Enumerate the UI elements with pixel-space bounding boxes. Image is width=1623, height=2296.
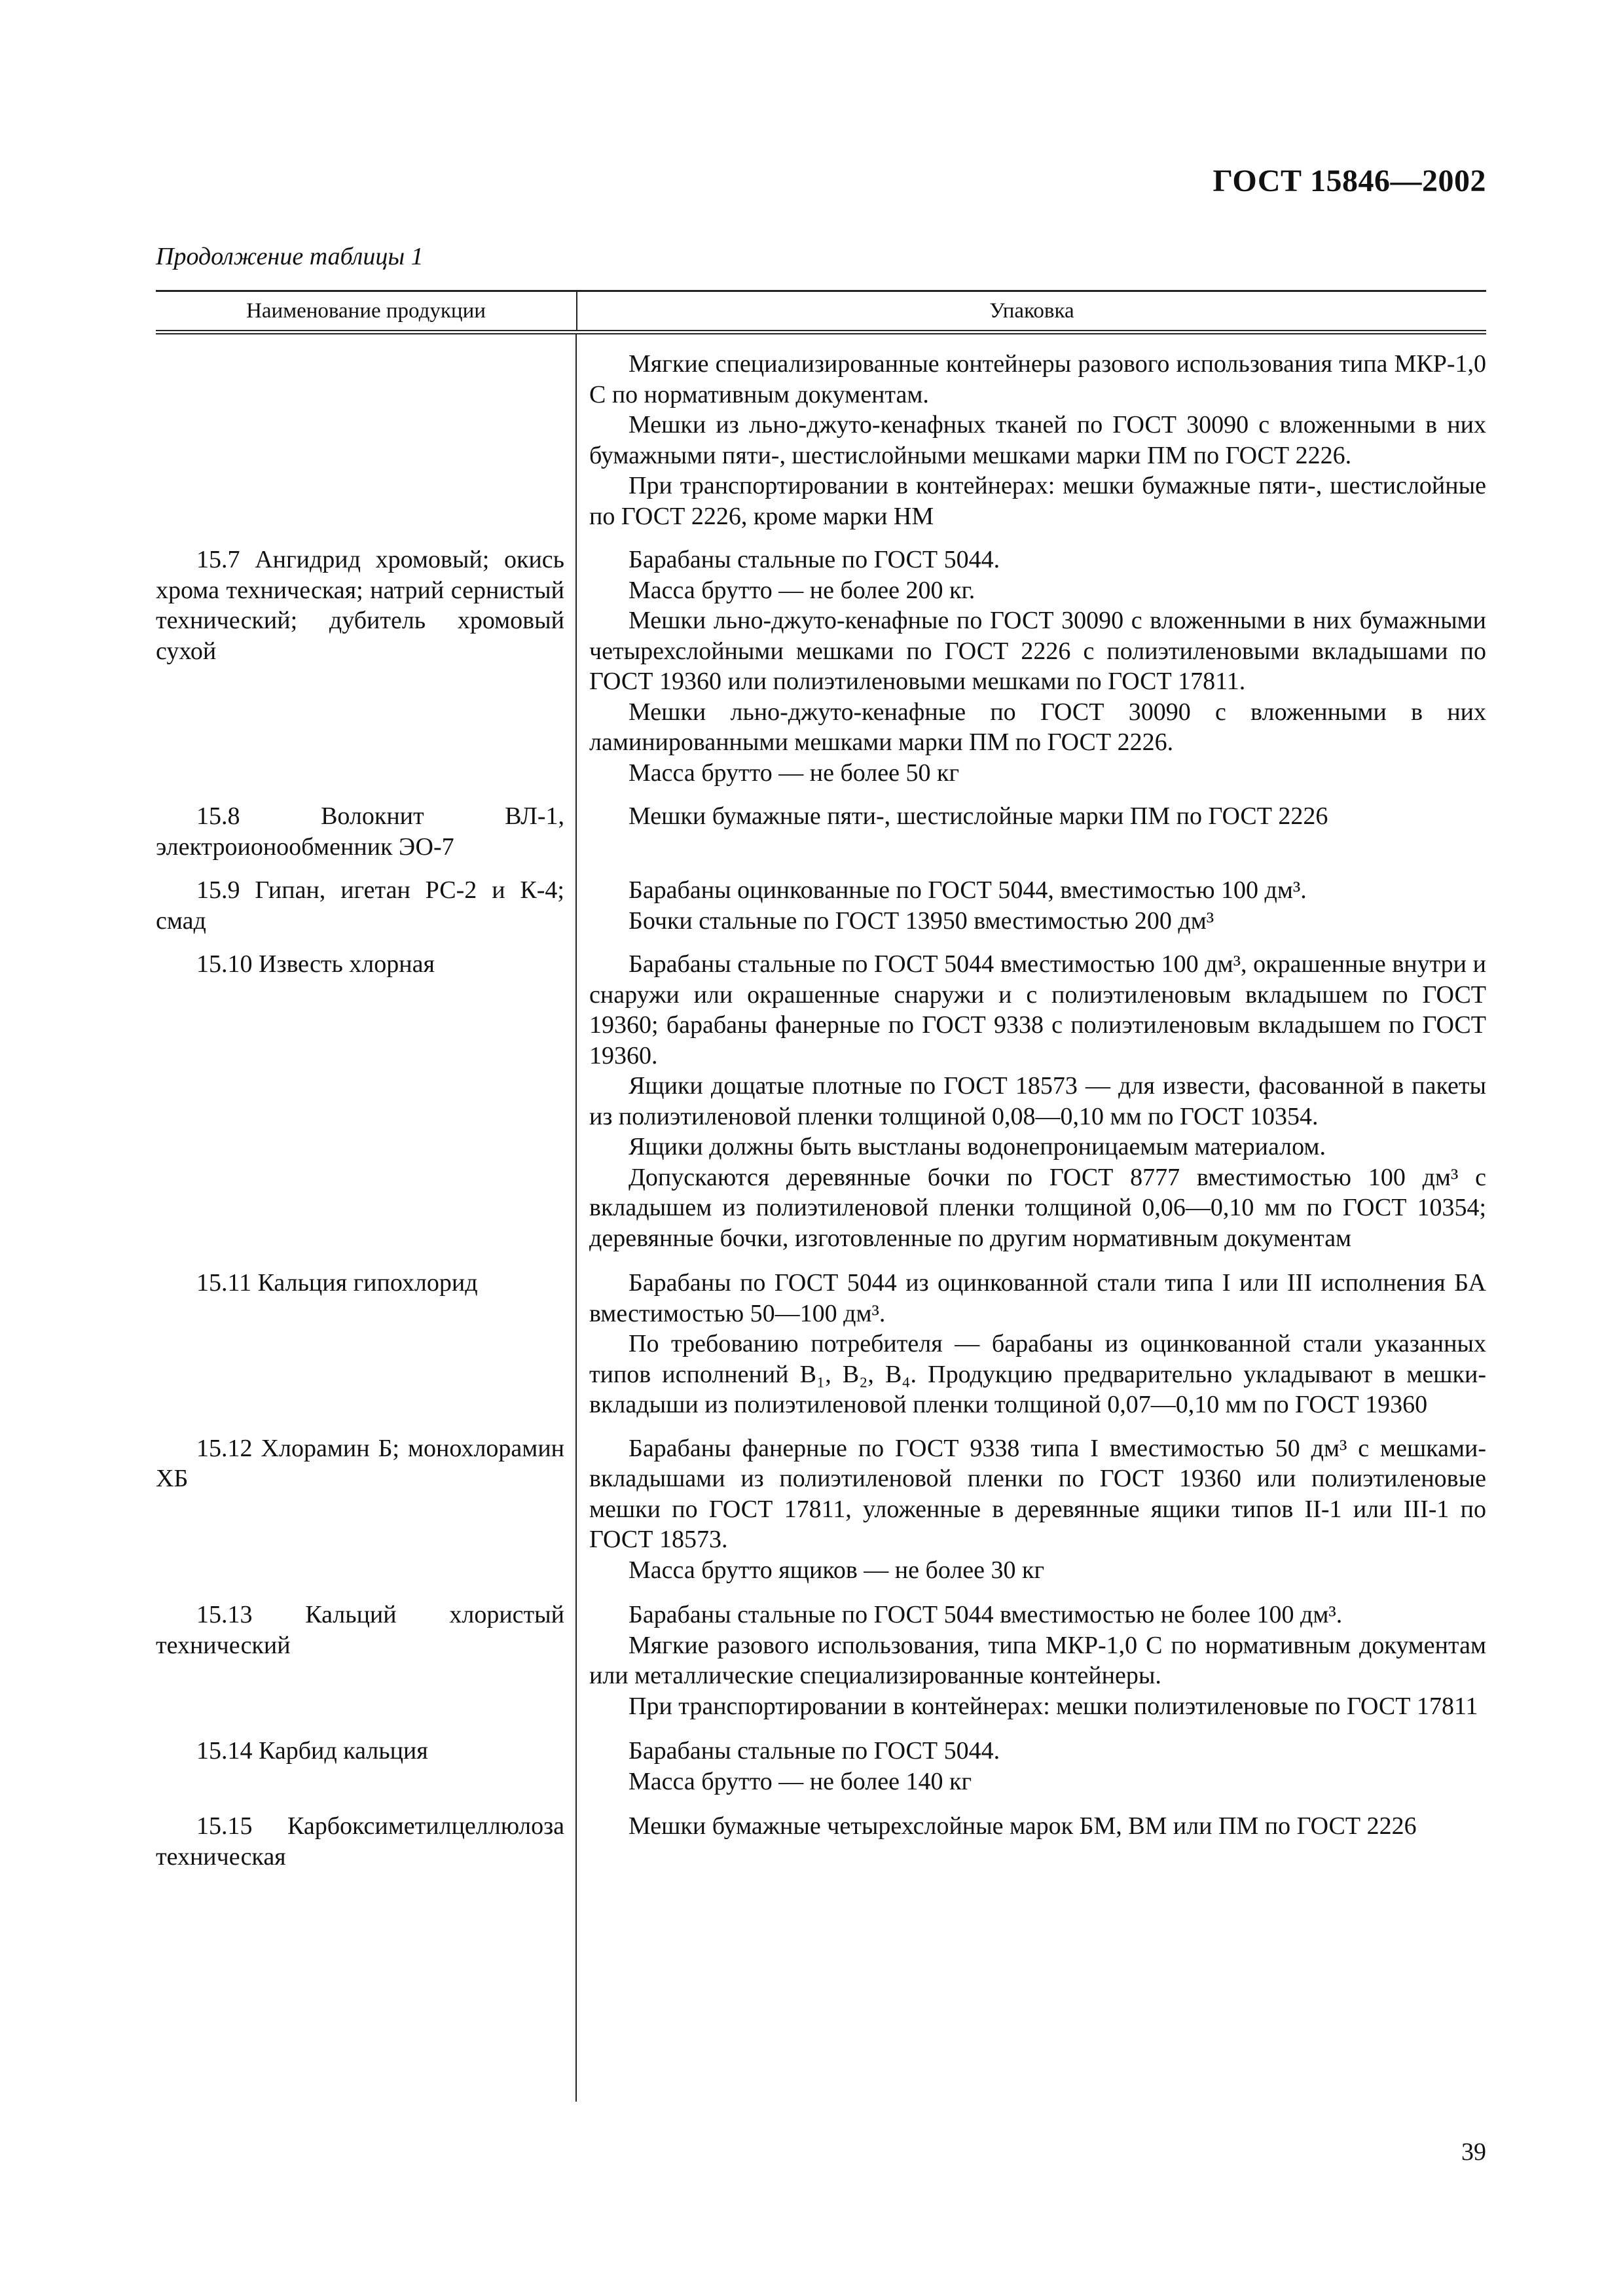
product-name-cell: 15.15 Карбоксиметилцеллюлоза техническая	[156, 1812, 564, 1871]
table-header	[156, 290, 1486, 334]
packaging-paragraph: Барабаны стальные по ГОСТ 5044.	[629, 1737, 1000, 1765]
packaging-paragraph: Масса брутто — не более 50 кг	[629, 759, 960, 787]
packaging-paragraph: Барабаны стальные по ГОСТ 5044 вместимостью 100 дм³, окрашенные внутри и снаружи или окрашенные снаружи и с полиэтиленовым вкладышем по ГОСТ 19360; барабаны фанерные по ГОСТ 9338 с полиэтиленовым вкладышем по ГОСТ 19360.	[589, 950, 1486, 1069]
packaging-cell	[576, 1811, 1486, 1872]
packaging-paragraph: Мешки бумажные четырехслойные марок БМ, ВМ или ПМ по ГОСТ 2226	[629, 1812, 1417, 1840]
packaging-paragraph: По требованию потребителя — барабаны из оцинкованной стали указанных типов исполнений В₁, В₂, В₄. Продукцию предварительно укладывают в мешки-вкладыши из полиэтиленовой пленки толщиной 0,07—0,10 мм по ГОСТ 19360	[589, 1330, 1486, 1418]
packaging-paragraph: При транспортировании в контейнерах: мешки бумажные пяти-, шестислойные по ГОСТ 2226, кроме марки НМ	[589, 472, 1486, 530]
packaging-cell	[576, 875, 1486, 936]
column-divider	[575, 334, 577, 2102]
packaging-paragraph: Ящики дощатые плотные по ГОСТ 18573 — для извести, фасованной в пакеты из полиэтиленовой пленки толщиной 0,08—0,10 мм по ГОСТ 10354.	[589, 1072, 1486, 1130]
table-row	[156, 1600, 1486, 1721]
product-name-cell: 15.14 Карбид кальция	[196, 1737, 428, 1765]
table-row	[156, 949, 1486, 1253]
product-name-cell: 15.9 Гипан, игетан РС-2 и К-4; смад	[156, 876, 564, 935]
product-name-cell: 15.13 Кальций хлористый технический	[156, 1601, 564, 1659]
packaging-cell	[576, 801, 1486, 862]
packaging-cell	[576, 1600, 1486, 1721]
packaging-paragraph: Масса брутто ящиков — не более 30 кг	[629, 1556, 1045, 1584]
product-name-cell	[156, 349, 576, 531]
product-name-cell: 15.10 Известь хлорная	[196, 950, 435, 978]
packaging-paragraph: Бочки стальные по ГОСТ 13950 вместимостью 200 дм³	[629, 906, 1214, 935]
table-row	[156, 875, 1486, 936]
packaging-paragraph: Мешки из льно-джуто-кенафных тканей по ГОСТ 30090 с вложенными в них бумажными пяти-, шестислойными мешками марки ПМ по ГОСТ 2226.	[589, 411, 1486, 469]
packaging-cell	[576, 949, 1486, 1253]
packaging-paragraph: Масса брутто — не более 200 кг.	[629, 576, 976, 604]
product-name-cell: 15.12 Хлорамин Б; монохлорамин ХБ	[156, 1434, 564, 1492]
packaging-cell	[576, 1736, 1486, 1797]
product-name-cell: 15.11 Кальция гипохлорид	[196, 1269, 478, 1297]
table-row	[156, 1811, 1486, 1872]
packaging-cell	[576, 1268, 1486, 1420]
packaging-paragraph: При транспортировании в контейнерах: мешки полиэтиленовые по ГОСТ 17811	[629, 1692, 1478, 1720]
table-row	[156, 545, 1486, 788]
page-number: 39	[1461, 2138, 1486, 2166]
packaging-paragraph: Мешки льно-джуто-кенафные по ГОСТ 30090 с вложенными в них ламинированными мешками марки ПМ по ГОСТ 2226.	[589, 698, 1486, 756]
product-name-cell: 15.8 Волокнит ВЛ-1, электроионообменник ЭО-7	[156, 802, 564, 861]
table-row	[156, 349, 1486, 531]
packaging-paragraph: Мягкие специализированные контейнеры разового использования типа МКР-1,0 С по нормативным документам.	[589, 350, 1486, 408]
table-row	[156, 1736, 1486, 1797]
column-header-product: Наименование продукции	[156, 292, 577, 330]
column-header-packaging: Упаковка	[989, 298, 1074, 323]
table-rows	[156, 334, 1486, 2102]
product-name-cell: 15.7 Ангидрид хромовый; окись хрома техническая; натрий сернистый технический; дубитель хромовый сухой	[156, 546, 564, 665]
packaging-paragraph: Масса брутто — не более 140 кг	[629, 1767, 972, 1795]
packaging-paragraph: Барабаны стальные по ГОСТ 5044.	[629, 546, 1000, 573]
products-packaging-table	[156, 290, 1486, 2102]
packaging-paragraph: Ящики должны быть выстланы водонепроницаемым материалом.	[629, 1133, 1326, 1160]
packaging-paragraph: Барабаны стальные по ГОСТ 5044 вместимостью не более 100 дм³.	[629, 1601, 1343, 1628]
table-row	[156, 801, 1486, 862]
table-body	[156, 334, 1486, 2102]
packaging-cell	[576, 545, 1486, 788]
table-row	[156, 1268, 1486, 1420]
packaging-cell	[576, 349, 1486, 531]
packaging-paragraph: Мешки бумажные пяти-, шестислойные марки ПМ по ГОСТ 2226	[629, 802, 1328, 830]
document-code: ГОСТ 15846—2002	[1213, 164, 1486, 198]
packaging-cell	[576, 1433, 1486, 1586]
table-caption: Продолжение таблицы 1	[156, 243, 424, 270]
table-row	[156, 1433, 1486, 1586]
packaging-paragraph: Мягкие разового использования, типа МКР-1,0 С по нормативным документам или металлические специализированные контейнеры.	[589, 1631, 1486, 1689]
packaging-paragraph: Мешки льно-джуто-кенафные по ГОСТ 30090 с вложенными в них бумажными четырехслойными мешками по ГОСТ 2226 с полиэтиленовыми вкладышами по ГОСТ 19360 или полиэтиленовыми мешками по ГОСТ 17811.	[589, 607, 1486, 695]
packaging-paragraph: Барабаны фанерные по ГОСТ 9338 типа I вместимостью 50 дм³ с мешками-вкладышами из полиэтиленовой пленки по ГОСТ 19360 или полиэтиленовые мешки по ГОСТ 17811, уложенные в деревянные ящики типов II-1 или III-1 по ГОСТ 18573.	[589, 1434, 1487, 1553]
packaging-paragraph: Допускаются деревянные бочки по ГОСТ 8777 вместимостью 100 дм³ с вкладышем из полиэтиленовой пленки толщиной 0,06—0,10 мм по ГОСТ 10354; деревянные бочки, изготовленные по другим нормативным документам	[589, 1163, 1486, 1252]
packaging-paragraph: Барабаны по ГОСТ 5044 из оцинкованной стали типа I или III исполнения БА вместимостью 50—100 дм³.	[589, 1269, 1486, 1327]
packaging-paragraph: Барабаны оцинкованные по ГОСТ 5044, вместимостью 100 дм³.	[629, 876, 1307, 904]
